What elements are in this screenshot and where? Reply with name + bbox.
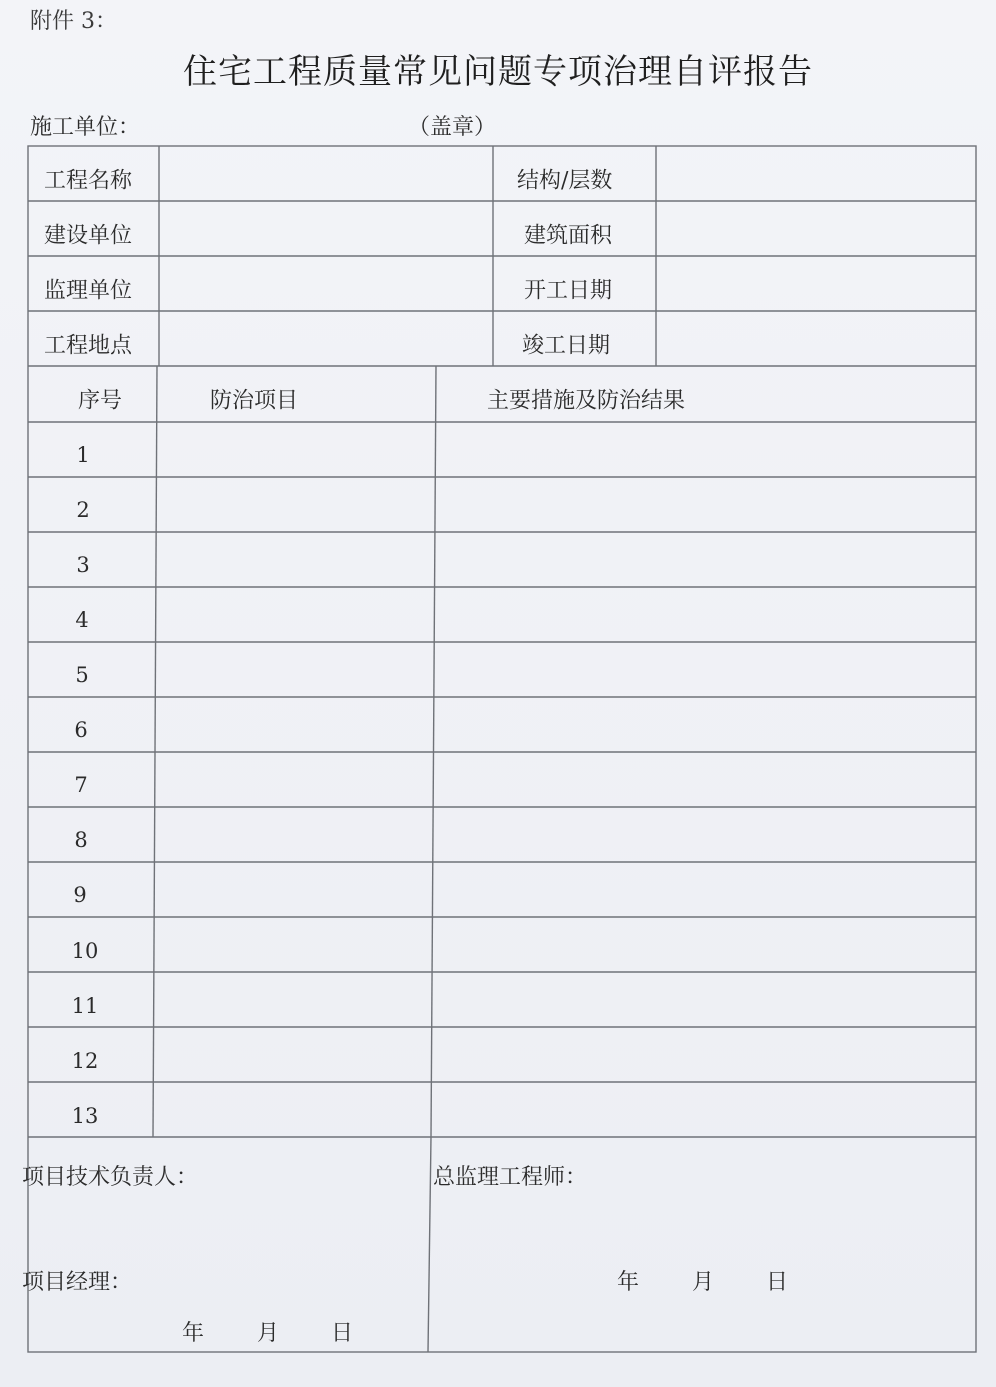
- left-date-day: 日: [331, 1321, 354, 1346]
- right-date-month: 月: [692, 1270, 715, 1295]
- info-label-supervisor: 监理单位: [44, 278, 133, 304]
- header-item: 防治项目: [210, 388, 299, 414]
- page-title: 住宅工程质量常见问题专项治理自评报告: [183, 52, 813, 92]
- item-number: 6: [74, 718, 88, 742]
- signature-divider: [428, 1137, 431, 1352]
- construction-unit-label: 施工单位：: [30, 115, 141, 140]
- item-number: 11: [71, 994, 99, 1018]
- right-date-day: 日: [766, 1270, 789, 1295]
- info-label-completion-date: 竣工日期: [522, 333, 611, 359]
- attachment-label: 附件 3：: [30, 9, 117, 34]
- item-number: 4: [75, 608, 89, 632]
- info-label-project-name: 工程名称: [44, 168, 133, 194]
- chief-supervisor-label: 总监理工程师：: [433, 1165, 588, 1190]
- left-date-year: 年: [182, 1321, 205, 1346]
- item-number: 3: [76, 553, 90, 577]
- item-number: 7: [74, 773, 88, 797]
- item-number: 1: [76, 443, 90, 467]
- info-label-area: 建筑面积: [524, 223, 613, 249]
- header-result: 主要措施及防治结果: [487, 388, 686, 414]
- seal-label: （盖章）: [408, 115, 497, 140]
- item-number: 12: [71, 1049, 99, 1073]
- right-date-year: 年: [617, 1270, 640, 1295]
- item-number: 9: [73, 883, 87, 907]
- item-number: 2: [76, 498, 90, 522]
- info-label-structure: 结构/层数: [517, 168, 613, 194]
- item-number: 8: [74, 828, 88, 852]
- left-date-month: 月: [257, 1321, 280, 1346]
- project-manager-label: 项目经理：: [22, 1270, 133, 1295]
- item-number: 10: [71, 939, 99, 963]
- info-label-start-date: 开工日期: [524, 278, 613, 304]
- tech-lead-label: 项目技术负责人：: [22, 1165, 199, 1190]
- info-label-location: 工程地点: [44, 333, 133, 359]
- info-label-builder: 建设单位: [44, 223, 133, 249]
- item-number: 5: [75, 663, 89, 687]
- item-number: 13: [71, 1104, 99, 1128]
- header-seq: 序号: [78, 388, 123, 414]
